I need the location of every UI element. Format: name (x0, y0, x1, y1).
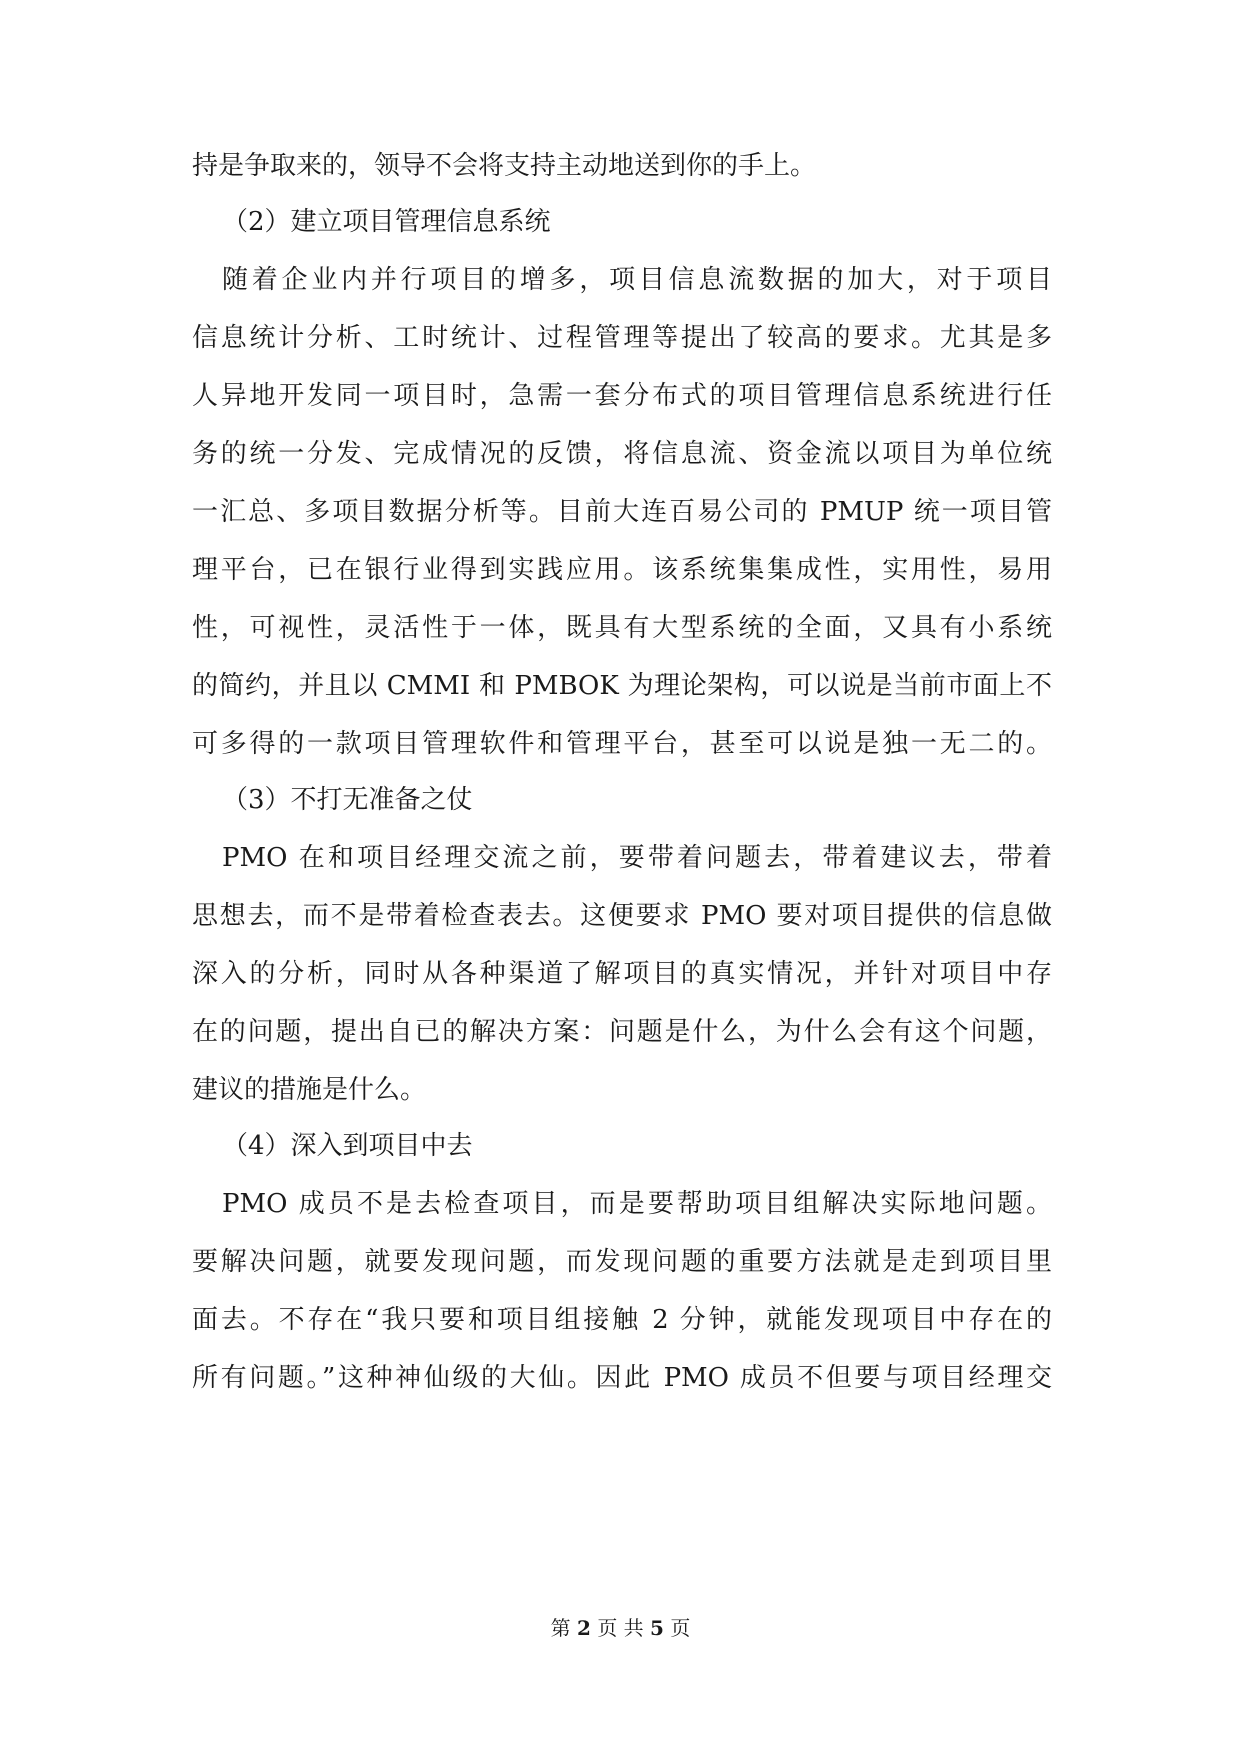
text-line: 随着企业内并行项目的增多，项目信息流数据的加大，对于项目 (222, 265, 1052, 295)
text-line: 面去。不存在“我只要和项目组接触 2 分钟，就能发现项目中存在的 (192, 1305, 1052, 1335)
text-line: 要解决问题，就要发现问题，而发现问题的重要方法就是走到项目里 (192, 1247, 1052, 1277)
current-page-number: 2 (577, 1616, 591, 1640)
text-line: 的简约，并且以 CMMI 和 PMBOK 为理论架构，可以说是当前市面上不 (192, 671, 1052, 701)
text-line: 在的问题，提出自已的解决方案：问题是什么，为什么会有这个问题， (192, 1017, 1052, 1047)
text-line: PMO 成员不是去检查项目，而是要帮助项目组解决实际地问题。 (222, 1189, 1052, 1219)
text-line: 所有问题。”这种神仙级的大仙。因此 PMO 成员不但要与项目经理交 (192, 1363, 1052, 1393)
text-line: 持是争取来的，领导不会将支持主动地送到你的手上。 (192, 151, 817, 181)
section-heading: （4）深入到项目中去 (222, 1131, 473, 1161)
text-line: 深入的分析，同时从各种渠道了解项目的真实情况，并针对项目中存 (192, 959, 1052, 989)
footer-prefix: 第 (550, 1616, 571, 1640)
text-line: 理平台，已在银行业得到实践应用。该系统集集成性，实用性，易用 (192, 555, 1052, 585)
text-line: PMO 在和项目经理交流之前，要带着问题去，带着建议去，带着 (222, 843, 1052, 873)
text-line: 人异地开发同一项目时，急需一套分布式的项目管理信息系统进行任 (192, 381, 1052, 411)
text-line: 可多得的一款项目管理软件和管理平台，甚至可以说是独一无二的。 (192, 729, 1052, 759)
text-line: 一汇总、多项目数据分析等。目前大连百易公司的 PMUP 统一项目管 (192, 497, 1052, 527)
footer-suffix: 页 (670, 1616, 691, 1640)
section-heading: （2）建立项目管理信息系统 (222, 207, 551, 237)
text-line: 性，可视性，灵活性于一体，既具有大型系统的全面，又具有小系统 (192, 613, 1052, 643)
total-page-count: 5 (650, 1616, 664, 1640)
text-line: 务的统一分发、完成情况的反馈，将信息流、资金流以项目为单位统 (192, 439, 1052, 469)
page-footer (0, 1613, 1241, 1643)
text-line: 建议的措施是什么。 (192, 1075, 427, 1105)
text-line: 信息统计分析、工时统计、过程管理等提出了较高的要求。尤其是多 (192, 323, 1052, 353)
text-line: 思想去，而不是带着检查表去。这便要求 PMO 要对项目提供的信息做 (192, 901, 1052, 931)
section-heading: （3）不打无准备之仗 (222, 785, 473, 815)
footer-middle: 页 共 (597, 1616, 644, 1640)
